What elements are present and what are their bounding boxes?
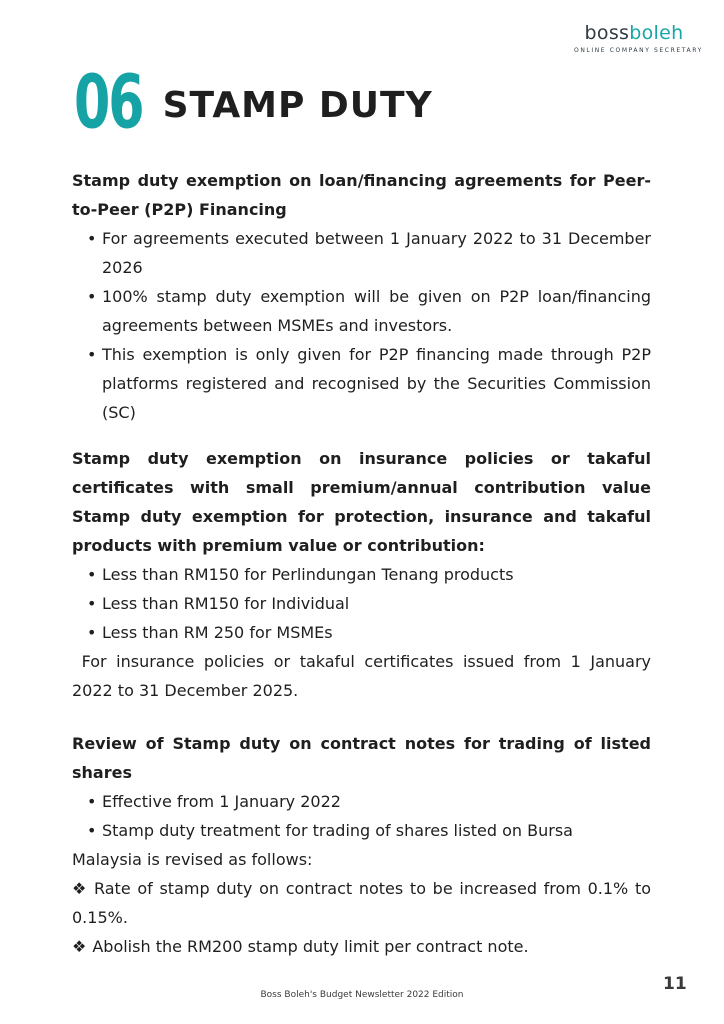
section-p2p (72, 166, 651, 427)
footer-text: Boss Boleh's Budget Newsletter 2022 Edition (260, 990, 464, 1000)
logo-tagline: ONLINE COMPANY SECRETARY (574, 47, 703, 54)
list-item: • For agreements executed between 1 January 2022 to 31 December 2026 (102, 224, 651, 282)
section-title: Stamp duty exemption on loan/financing agreements for Peer-to-Peer (P2P) Financing (72, 171, 651, 219)
brand-logo (574, 22, 703, 54)
page-number: 11 (663, 974, 687, 994)
list-item: • Less than RM 250 for MSMEs (102, 618, 651, 647)
logo-word-boleh: boleh (629, 22, 684, 44)
list-item: • 100% stamp duty exemption will be given on P2P loan/financing agreements between MSMEs and investors. (102, 282, 651, 340)
section-title: Review of Stamp duty on contract notes for trading of listed shares (72, 734, 651, 782)
list-continuation: Malaysia is revised as follows: (72, 850, 313, 869)
logo-wordmark (574, 22, 694, 44)
list-item: • Effective from 1 January 2022 (102, 787, 651, 816)
bullet-list (72, 787, 651, 845)
section-number: 06 (74, 58, 143, 146)
section-contract-notes (72, 729, 651, 961)
four-diamond-icon: ❖ (72, 937, 87, 956)
section-heading (74, 60, 433, 144)
list-item: • Stamp duty treatment for trading of shares listed on Bursa (102, 816, 651, 845)
bullet-list (72, 224, 651, 427)
four-diamond-icon: ❖ (72, 879, 88, 898)
diamond-item-text: Abolish the RM200 stamp duty limit per contract note. (92, 937, 529, 956)
section-note: For insurance policies or takaful certificates issued from 1 January 2022 to 31 December 2025. (72, 652, 657, 700)
main-content (72, 166, 657, 961)
diamond-item-text: Rate of stamp duty on contract notes to be increased from 0.1% to 0.15%. (72, 879, 652, 927)
section-title: Stamp duty exemption on insurance policies or takaful certificates with small premium/annual contribution value Stamp duty exemption for protection, insurance and takaful products with premium value or contribution: (72, 449, 651, 555)
list-item: • Less than RM150 for Individual (102, 589, 651, 618)
bullet-list (72, 560, 651, 647)
diamond-item (72, 932, 651, 961)
section-insurance (72, 444, 657, 705)
list-item: • Less than RM150 for Perlindungan Tenang products (102, 560, 651, 589)
logo-word-boss: boss (584, 22, 630, 44)
list-item: • This exemption is only given for P2P financing made through P2P platforms registered and recognised by the Securities Commission (SC) (102, 340, 651, 427)
diamond-item (72, 874, 651, 932)
page-title: STAMP DUTY (162, 85, 433, 126)
